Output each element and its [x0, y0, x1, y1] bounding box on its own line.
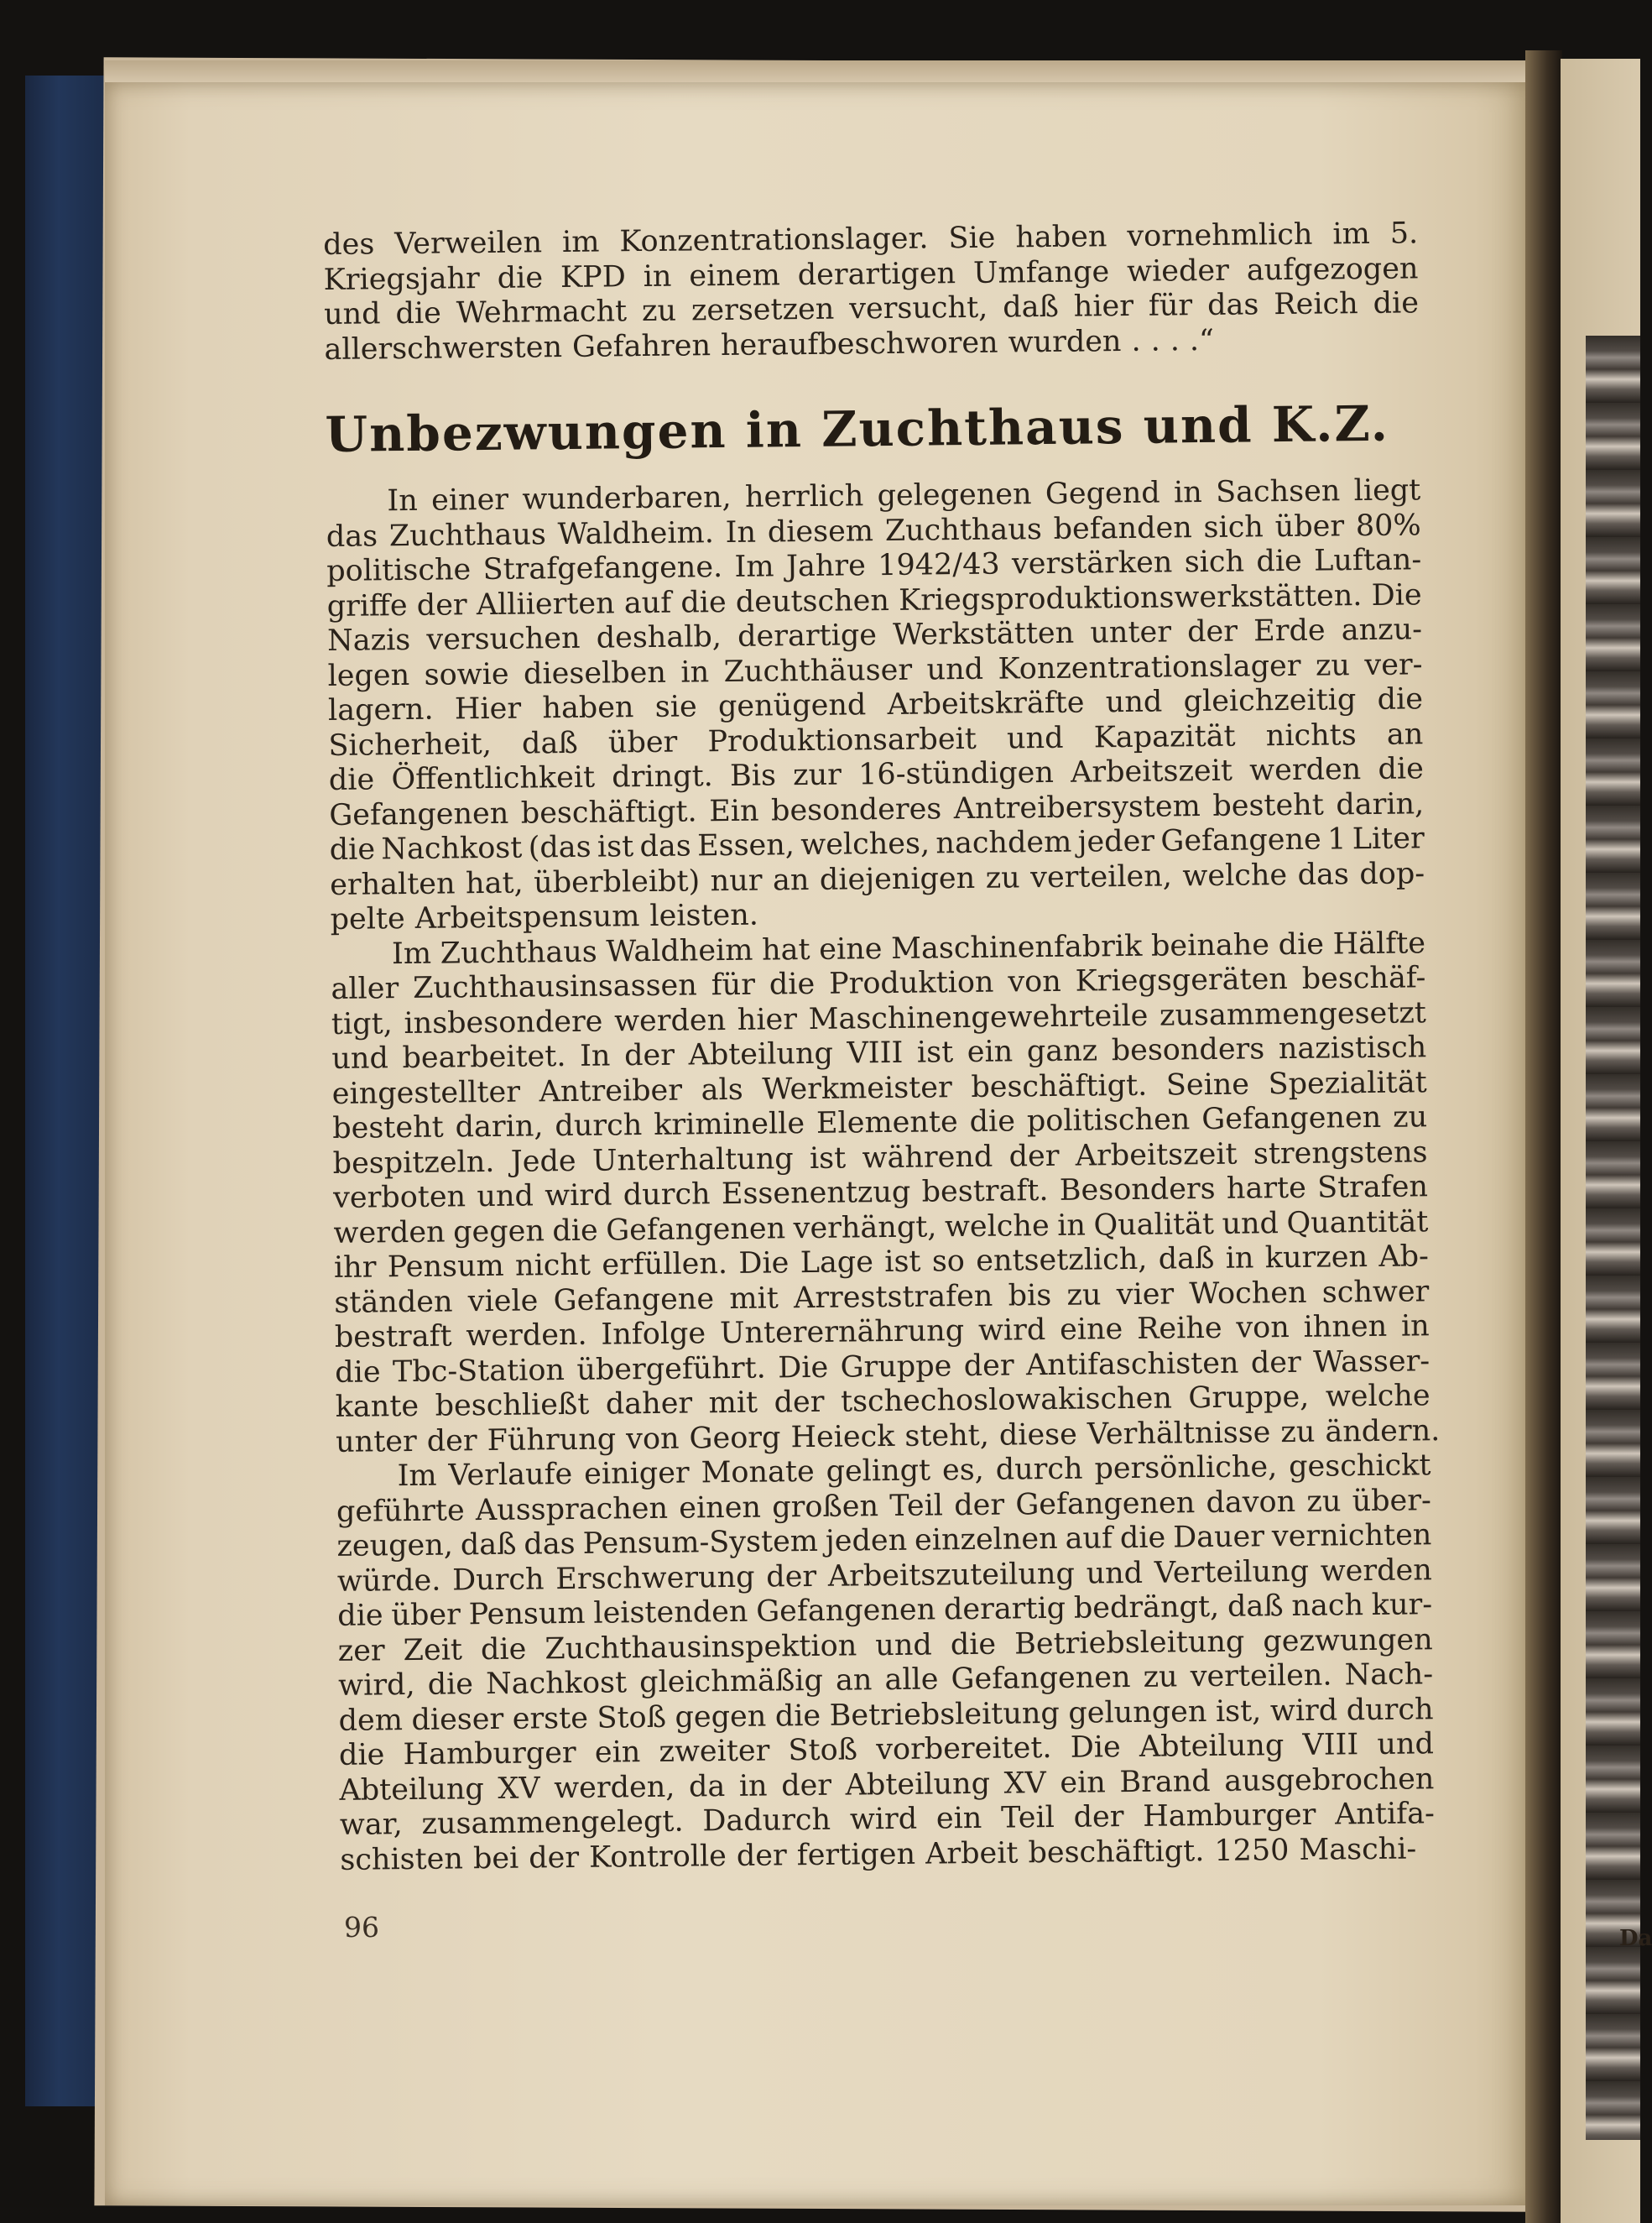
- text-line: das Zuchthaus Waldheim. In diesem Zuchthaus befanden sich über 80%: [326, 508, 1421, 554]
- text-line: die Nachkost (das ist das Essen, welches, nachdem jeder Gefangene 1 Liter: [329, 822, 1425, 867]
- text-line: zer Zeit die Zuchthausinspektion und die Betriebsleitung gezwungen: [337, 1622, 1433, 1668]
- text-line: die über Pensum leistenden Gefangenen derartig bedrängt, daß nach kur-: [337, 1588, 1433, 1633]
- text-line: eingestellter Antreiber als Werkmeister beschäftigt. Seine Spezialität: [331, 1065, 1427, 1111]
- text-line: ständen viele Gefangene mit Arreststrafen bis zu vier Wochen schwer: [334, 1274, 1430, 1320]
- text-line: pelte Arbeitspensum leisten.: [330, 898, 759, 937]
- text-line: In einer wunderbaren, herrlich gelegenen Gegend in Sachsen liegt: [387, 473, 1421, 519]
- text-line: unter der Führung von Georg Heieck steht, diese Verhältnisse zu ändern.: [335, 1413, 1441, 1459]
- text-line: war, zusammengelegt. Dadurch wird ein Teil der Hamburger Antifa-: [339, 1797, 1436, 1842]
- text-line: und bearbeitet. In der Abteilung VIII ist ein ganz besonders nazistisch: [331, 1031, 1427, 1076]
- text-line: Nazis versuchen deshalb, derartige Werkstätten unter der Erde anzu-: [326, 613, 1423, 658]
- text-line: dem dieser erste Stoß gegen die Betriebsleitung gelungen ist, wird durch: [338, 1692, 1434, 1738]
- text-line: aller Zuchthausinsassen für die Produktion von Kriegsgeräten beschäf-: [331, 961, 1426, 1006]
- text-line: ihr Pensum nicht erfüllen. Die Lage ist so entsetzlich, daß in kurzen Ab-: [333, 1239, 1430, 1285]
- text-line: bestraft werden. Infolge Unterernährung wird eine Reihe von ihnen in: [334, 1309, 1430, 1354]
- text-line: Sicherheit, daß über Produktionsarbeit und Kapazität nichts an: [328, 717, 1424, 763]
- text-line: verboten und wird durch Essenentzug bestraft. Besonders harte Strafen: [332, 1170, 1429, 1215]
- text-line: Im Verlaufe einiger Monate gelingt es, durch persönliche, geschickt: [397, 1448, 1431, 1494]
- body-text: [326, 473, 1441, 1878]
- text-line: wird, die Nachkost gleichmäßig an alle Gefangenen zu verteilen. Nach-: [337, 1657, 1434, 1703]
- text-line: tigt, insbesondere werden hier Maschinengewehrteile zusammengesetzt: [331, 995, 1427, 1041]
- text-line: Gefangenen beschäftigt. Ein besonderes Antreibersystem besteht darin,: [329, 786, 1425, 832]
- text-line: erhalten hat, überbleibt) nur an diejenigen zu verteilen, welche das dop-: [329, 856, 1425, 902]
- text-line: allerschwersten Gefahren heraufbeschworen wurden . . . .“: [324, 323, 1215, 367]
- text-line: bespitzeln. Jede Unterhaltung ist während der Arbeitszeit strengstens: [332, 1135, 1428, 1181]
- text-line: griffe der Alliierten auf die deutschen Kriegsproduktionswerkstätten. Die: [326, 577, 1422, 624]
- text-line: schisten bei der Kontrolle der fertigen Arbeit beschäftigt. 1250 Maschi-: [340, 1831, 1417, 1877]
- page-text: [323, 217, 1441, 1878]
- text-line: die Tbc-Station übergeführt. Die Gruppe der Antifaschisten der Wasser-: [335, 1344, 1431, 1390]
- text-line: würde. Durch Erschwerung der Arbeitszuteilung und Verteilung werden: [336, 1552, 1432, 1599]
- book-gutter: [1525, 50, 1562, 2223]
- section-heading: Unbezwungen in Zuchthaus und K.Z.: [325, 394, 1390, 463]
- text-line: Kriegsjahr die KPD in einem derartigen Umfange wieder aufgezogen: [323, 251, 1419, 297]
- text-line: zeugen, daß das Pensum-System jeden einzelnen auf die Dauer vernichten: [336, 1518, 1432, 1563]
- text-line: Im Zuchthaus Waldheim hat eine Maschinenfabrik beinahe die Hälfte: [391, 926, 1426, 971]
- page-number: 96: [344, 1911, 379, 1944]
- intro-paragraph: [323, 217, 1420, 368]
- text-line: geführte Aussprachen einen großen Teil der Gefangenen davon zu über-: [336, 1483, 1432, 1529]
- text-line: und die Wehrmacht zu zersetzen versucht, daß hier für das Reich die: [323, 286, 1420, 331]
- right-page-caption: Da: [1619, 1926, 1652, 1951]
- text-line: lagern. Hier haben sie genügend Arbeitskräfte und gleichzeitig die: [327, 682, 1424, 728]
- text-line: Abteilung XV werden, da in der Abteilung XV ein Brand ausgebrochen: [339, 1761, 1435, 1808]
- text-line: kante beschließt daher mit der tschechoslowakischen Gruppe, welche: [335, 1379, 1431, 1424]
- text-line: politische Strafgefangene. Im Jahre 1942/43 verstärken sich die Luftan-: [326, 543, 1422, 588]
- text-line: des Verweilen im Konzentrationslager. Sie haben vornehmlich im 5.: [323, 217, 1419, 262]
- text-line: werden gegen die Gefangenen verhängt, welche in Qualität und Quantität: [333, 1204, 1429, 1250]
- text-line: die Öffentlichkeit dringt. Bis zur 16-stündigen Arbeitszeit werden die: [328, 752, 1425, 797]
- text-line: die Hamburger ein zweiter Stoß vorbereitet. Die Abteilung VIII und: [338, 1727, 1435, 1772]
- right-page-photo: [1586, 336, 1640, 2140]
- text-line: besteht darin, durch kriminelle Elemente die politischen Gefangenen zu: [332, 1100, 1428, 1145]
- text-line: legen sowie dieselben in Zuchthäuser und Konzentrationslager zu ver-: [327, 647, 1423, 693]
